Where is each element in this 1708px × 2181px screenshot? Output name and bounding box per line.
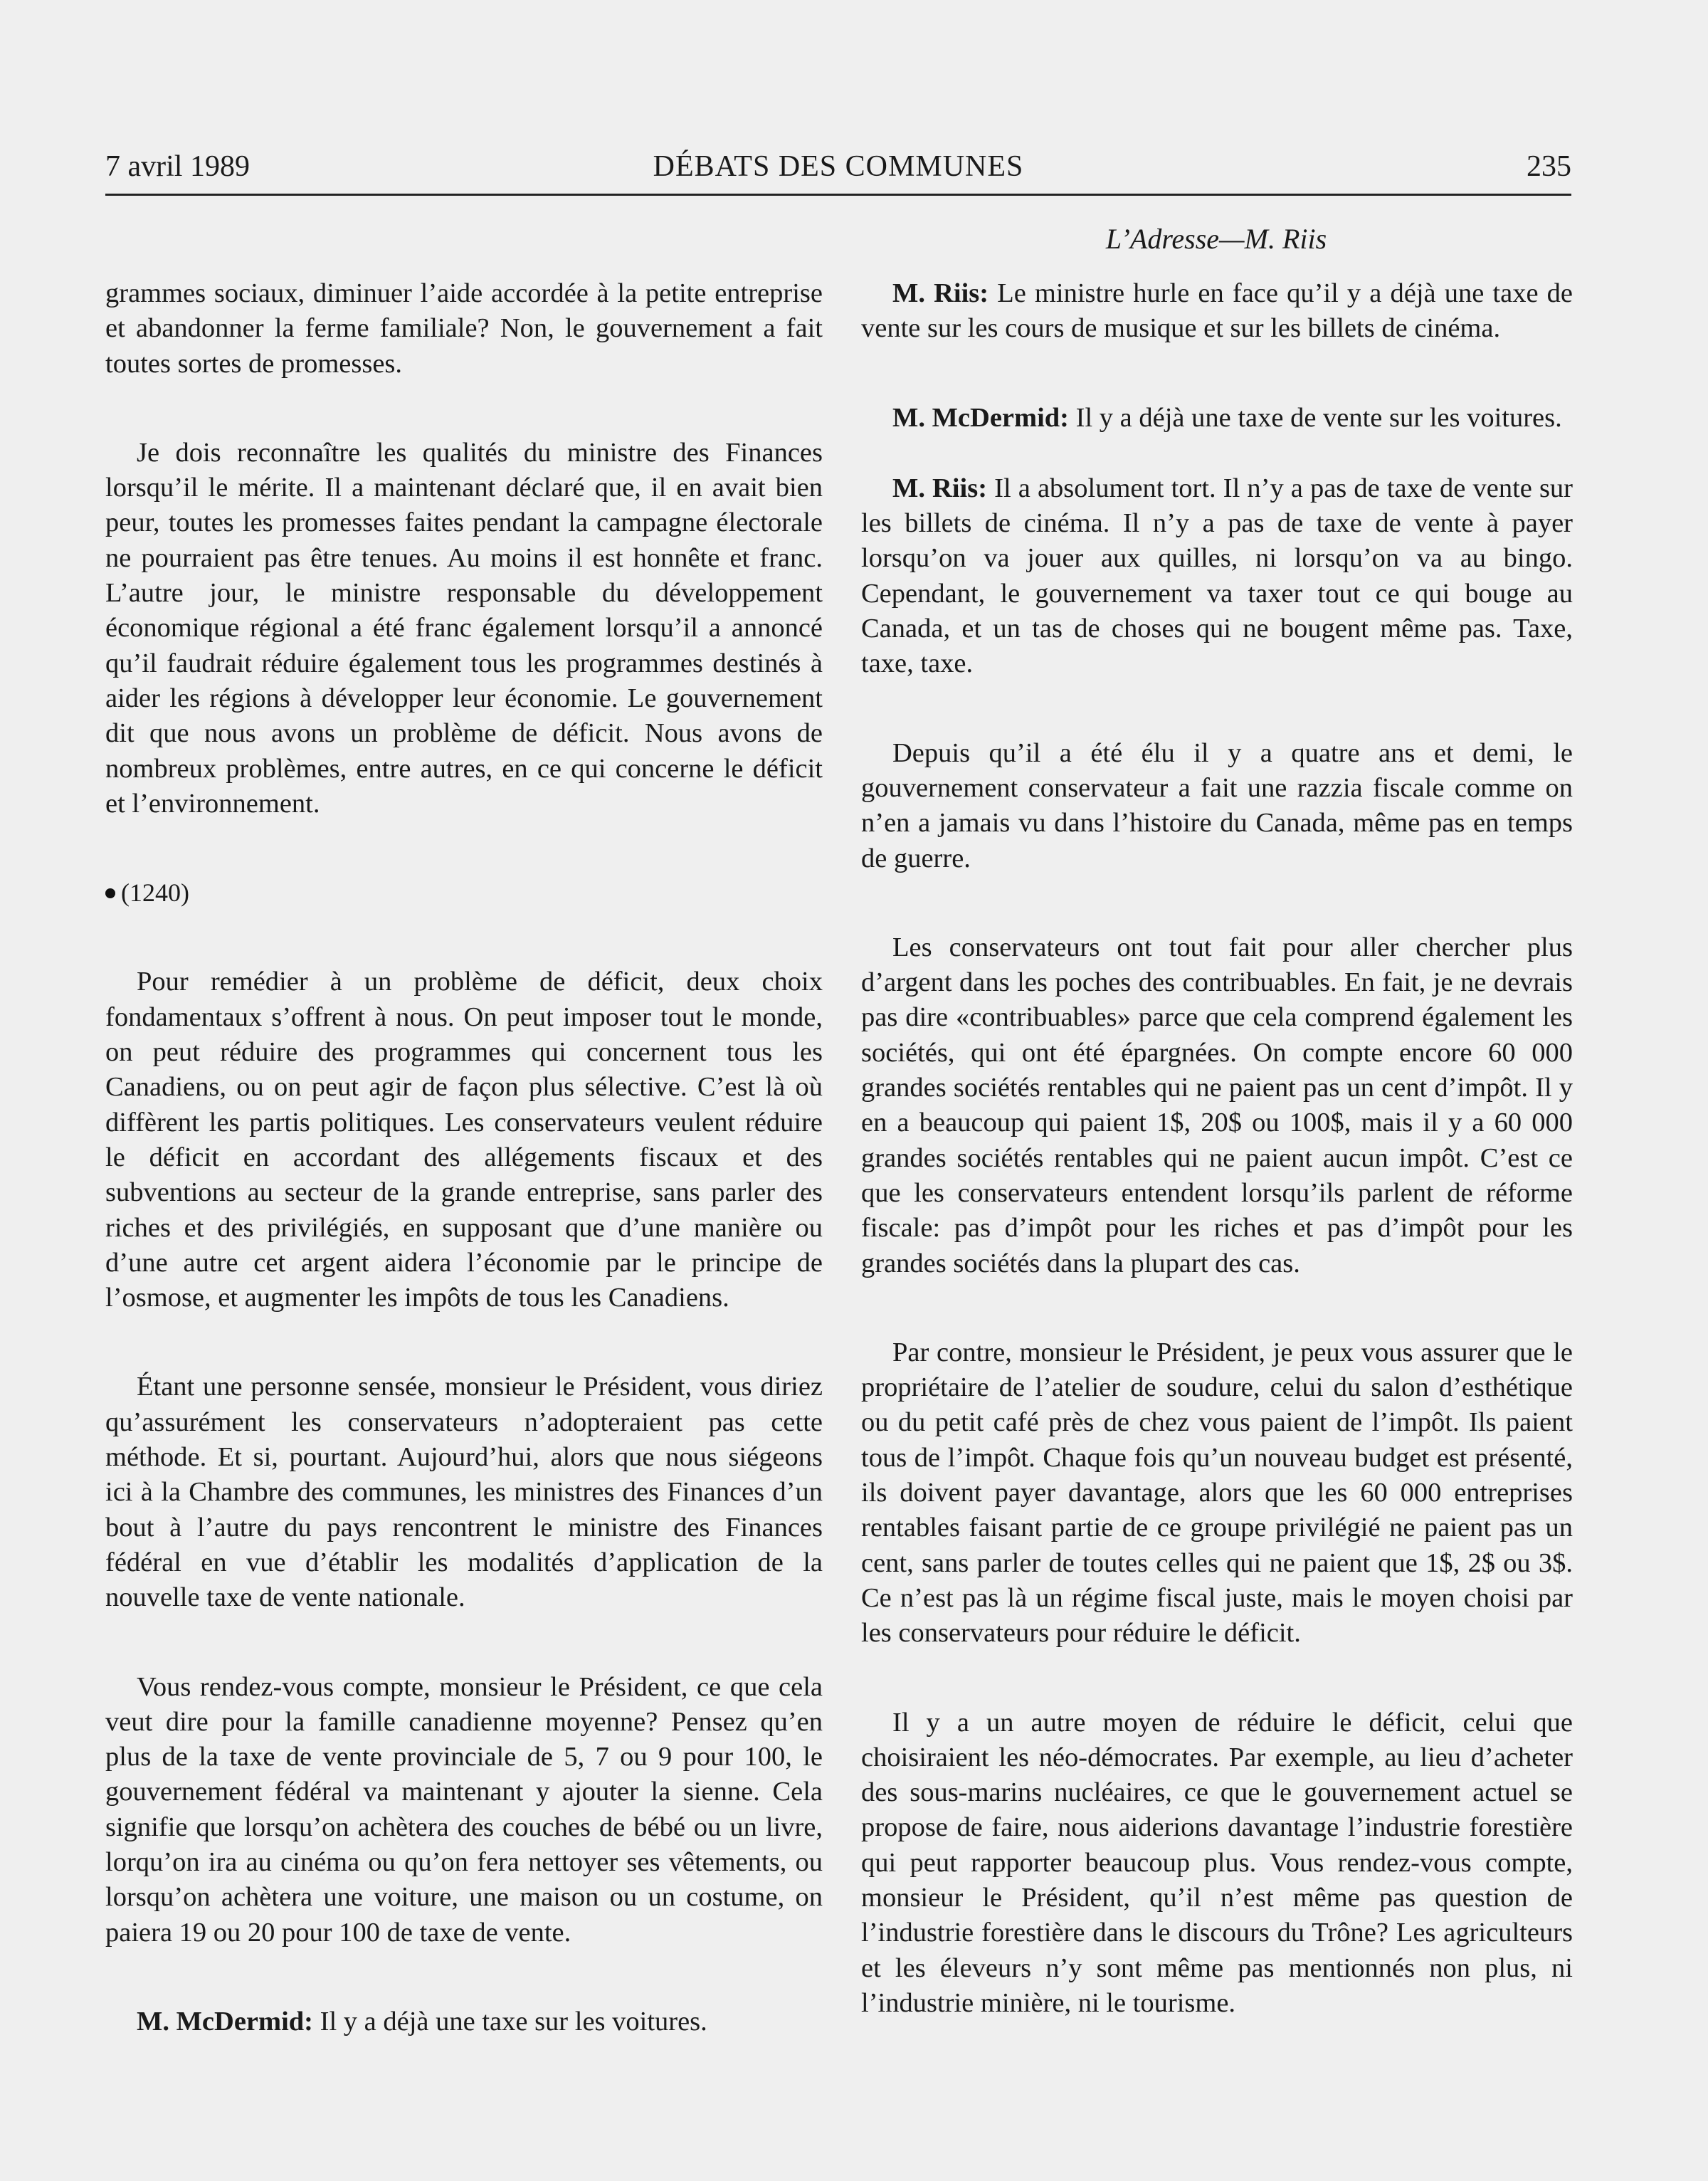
paragraph: Étant une personne sensée, monsieur le Président, vous diriez qu’assurément les conservateurs n’adopteraient pas cette méthode. Et si, pourtant. Aujourd’hui, alors que nous siégeons ici à la Chambre des communes, les ministres des Finances d’un bout à l’autre du pays rencontrent le ministre des Finances fédéral en vue d’établir les modalités d’application de la nouvelle taxe de vente nationale. (105, 1372, 823, 1613)
speech-text: Le ministre hurle en face qu’il y a déjà une taxe de vente sur les cours de musique et sur les billets de cinéma. (861, 278, 1573, 344)
paragraph: Il y a un autre moyen de réduire le déficit, celui que choisiraient les néo-démocrates. Par exemple, au lieu d’acheter des sous-marins nucléaires, ce que le gouvernement actuel se propose de faire, nous aiderions davantage l’industrie forestière qui peut rapporter beaucoup plus. Vous rendez-vous compte, monsieur le Président, qu’il n’est même pas question de l’industrie forestière dans le discours du Trône? Les agriculteurs et les éleveurs n’y sont même pas mentionnés non plus, ni l’industrie minière, ni le tourisme. (861, 1707, 1573, 2018)
speaker-name: M. McDermid: (892, 402, 1069, 433)
speech (861, 401, 1573, 436)
time-marker (105, 876, 823, 910)
time-marker-label: (1240) (121, 878, 189, 908)
paragraph: Vous rendez-vous compte, monsieur le Président, ce que cela veut dire pour la famille canadienne moyenne? Pensez qu’en plus de la taxe de vente provinciale de 5, 7 ou 9 pour 100, le gouvernement fédéral va maintenant y ajouter la sienne. Cela signifie que lorsqu’on achètera des couches de bébé ou un livre, lorqu’on ira au cinéma ou qu’on fera nettoyer ses vêtements, ou lorsqu’on achètera une voiture, une maison ou un costume, on paiera 19 ou 20 pour 100 de taxe de vente. (105, 1671, 823, 1948)
paragraph: Les conservateurs ont tout fait pour aller chercher plus d’argent dans les poches des contribuables. En fait, je ne devrais pas dire «contribuables» parce que cela comprend également les sociétés, qui ont été épargnées. On compte encore 60 000 grandes sociétés rentables qui ne paient pas un cent d’impôt. Il y en a beaucoup qui paient 1$, 20$ ou 100$, mais il y a 60 000 grandes sociétés rentables qui ne paient aucun impôt. C’est ce que les conservateurs entendent lorsqu’ils parlent de réforme fiscale: pas d’impôt pour les riches et pas d’impôt pour les grandes sociétés dans la plupart des cas. (861, 932, 1573, 1278)
speaker-name: M. Riis: (892, 473, 988, 503)
header-title: DÉBATS DES COMMUNES (653, 150, 1024, 183)
header-date: 7 avril 1989 (105, 150, 250, 183)
paragraph: Depuis qu’il a été élu il y a quatre ans et demi, le gouvernement conservateur a fait une razzia fiscale comme on n’en a jamais vu dans l’histoire du Canada, même pas en temps de guerre. (861, 737, 1573, 873)
left-column (105, 276, 823, 2039)
speaker-name: M. Riis: (892, 278, 989, 308)
paragraph: Je dois reconnaître les qualités du ministre des Finances lorsqu’il le mérite. Il a maintenant déclaré que, il en avait bien peur, toutes les promesses faites pendant la campagne électorale ne pourraient pas être tenues. Au moins il est honnête et franc. L’autre jour, le ministre responsable du développement économique régional a été franc également lorsqu’il a annoncé qu’il faudrait réduire également tous les programmes destinés à aider les régions à développer leur économie. Le gouvernement dit que nous avons un problème de déficit. Nous avons de nombreux problèmes, entre autres, en ce qui concerne le déficit et l’environnement. (105, 437, 823, 819)
speech (861, 276, 1573, 347)
speech-text: Il y a déjà une taxe sur les voitures. (320, 2006, 707, 2037)
speech-text: Il y a déjà une taxe de vente sur les voitures. (1075, 402, 1562, 433)
speech (105, 2004, 823, 2039)
paragraph: Par contre, monsieur le Président, je peux vous assurer que le propriétaire de l’atelier de soudure, celui du salon d’esthétique ou du petit café près de chez vous paient de l’impôt. Ils paient tous de l’impôt. Chaque fois qu’un nouveau budget est présenté, ils doivent payer davantage, alors que les 60 000 entreprises rentables faisant partie de ce groupe privilégié ne paient pas un cent, sans parler de toutes celles qui ne paient que 1$, 2$ ou 3$. Ce n’est pas là un régime fiscal juste, mais le moyen choisi par les conservateurs pour réduire le déficit. (861, 1337, 1573, 1649)
speech-text: Il a absolument tort. Il n’y a pas de taxe de vente sur les billets de cinéma. Il n’y a pas de taxe de vente à payer lorsqu’on va jouer aux quilles, ni lorsqu’on va au bingo. Cependant, le gouvernement va taxer tout ce qui bouge au Canada, et un tas de choses qui ne bougent même pas. Taxe, taxe, taxe. (861, 473, 1573, 679)
speaker-name: M. McDermid: (137, 2006, 313, 2037)
running-head: L’Adresse—M. Riis (1105, 223, 1327, 255)
speech (861, 471, 1573, 682)
page-header (105, 149, 1571, 196)
paragraph: grammes sociaux, diminuer l’aide accordée à la petite entreprise et abandonner la ferme familiale? Non, le gouvernement a fait toutes sortes de promesses. (105, 278, 823, 379)
bullet-icon (105, 888, 115, 898)
page-number: 235 (1527, 150, 1571, 183)
right-column (861, 276, 1573, 2021)
paragraph: Pour remédier à un problème de déficit, deux choix fondamentaux s’offrent à nous. On peut imposer tout le monde, on peut réduire des programmes qui concernent tous les Canadiens, ou on peut agir de façon plus sélective. C’est là où diffèrent les partis politiques. Les conservateurs veulent réduire le déficit en accordant des allégements fiscaux et des subventions au secteur de la grande entreprise, sans parler des riches et des privilégiés, en supposant que d’une manière ou d’une autre cet argent aidera l’économie par le principe de l’osmose, et augmenter les impôts de tous les Canadiens. (105, 967, 823, 1313)
